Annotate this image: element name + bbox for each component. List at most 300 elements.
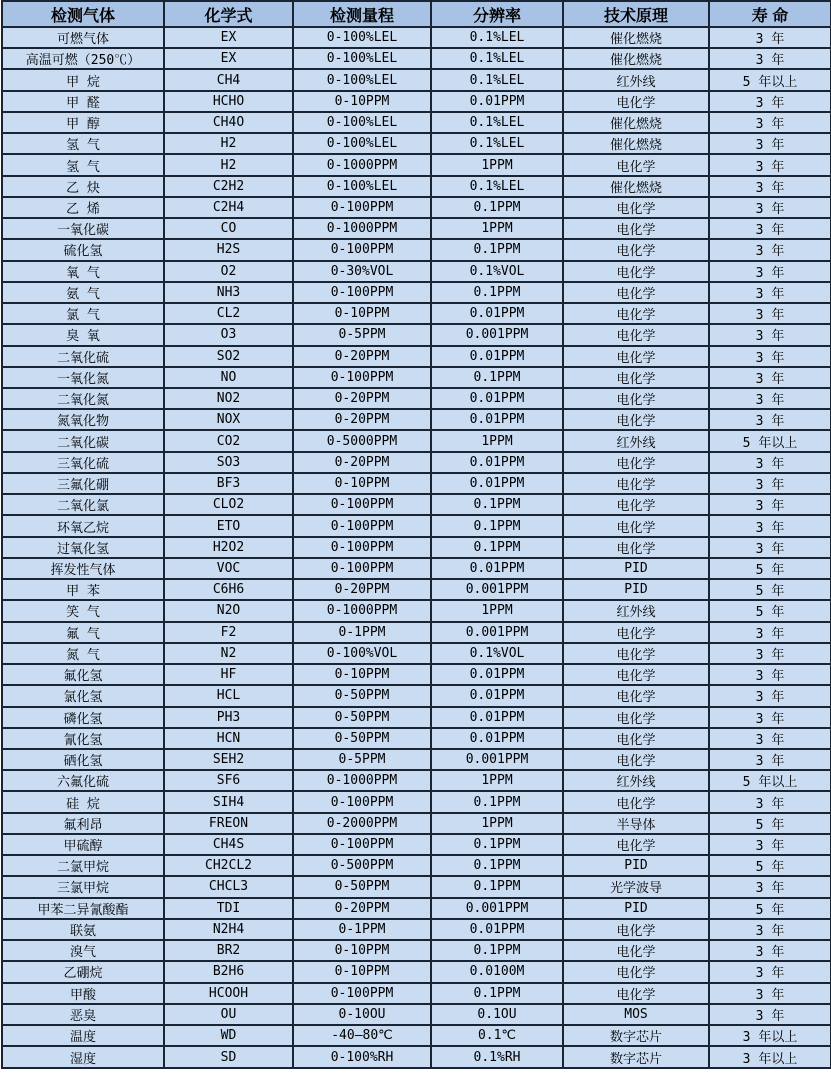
- table-row: [2, 770, 831, 791]
- table-cell: 1PPM: [431, 600, 563, 621]
- table-cell: 0-1000PPM: [293, 154, 431, 175]
- table-cell: 0.1PPM: [431, 834, 563, 855]
- table-cell: 0.001PPM: [431, 898, 563, 919]
- table-cell: 二氧化氮: [2, 388, 164, 409]
- table-cell: 0-1000PPM: [293, 770, 431, 791]
- table-cell: N2: [164, 643, 293, 664]
- table-row: [2, 1046, 831, 1068]
- table-cell: 0-50PPM: [293, 876, 431, 897]
- table-row: [2, 728, 831, 749]
- table-cell: 0-100PPM: [293, 282, 431, 303]
- table-cell: 3 年: [709, 515, 831, 536]
- table-cell: ETO: [164, 515, 293, 536]
- table-cell: 甲 苯: [2, 579, 164, 600]
- table-cell: 0.1PPM: [431, 855, 563, 876]
- table-cell: 0.1%LEL: [431, 27, 563, 48]
- table-row: [2, 48, 831, 69]
- table-cell: 5 年: [709, 579, 831, 600]
- table-cell: 3 年以上: [709, 1025, 831, 1046]
- table-cell: 电化学: [563, 940, 709, 961]
- table-row: [2, 579, 831, 600]
- table-row: [2, 961, 831, 982]
- table-cell: 联氨: [2, 919, 164, 940]
- table-cell: H2: [164, 154, 293, 175]
- table-cell: 催化燃烧: [563, 176, 709, 197]
- table-cell: 电化学: [563, 197, 709, 218]
- table-cell: 恶臭: [2, 1004, 164, 1025]
- table-row: [2, 91, 831, 112]
- table-cell: 0.001PPM: [431, 324, 563, 345]
- table-cell: 光学波导: [563, 876, 709, 897]
- table-cell: 高温可燃（250℃）: [2, 48, 164, 69]
- table-cell: CO2: [164, 430, 293, 451]
- table-cell: 0.01PPM: [431, 707, 563, 728]
- table-cell: 3 年: [709, 324, 831, 345]
- table-cell: NH3: [164, 282, 293, 303]
- table-cell: 六氟化硫: [2, 770, 164, 791]
- table-cell: PID: [563, 579, 709, 600]
- table-cell: 0.1℃: [431, 1025, 563, 1046]
- table-cell: 0.1PPM: [431, 940, 563, 961]
- table-row: [2, 622, 831, 643]
- table-cell: 0-30%VOL: [293, 261, 431, 282]
- table-cell: 0.1PPM: [431, 515, 563, 536]
- table-cell: 0-20PPM: [293, 409, 431, 430]
- table-row: [2, 388, 831, 409]
- table-row: [2, 707, 831, 728]
- table-cell: 5 年以上: [709, 430, 831, 451]
- table-cell: 3 年: [709, 919, 831, 940]
- column-header: 检测量程: [293, 1, 431, 27]
- table-cell: 3 年: [709, 664, 831, 685]
- table-cell: 0-100%LEL: [293, 27, 431, 48]
- table-cell: N2O: [164, 600, 293, 621]
- table-cell: 3 年: [709, 133, 831, 154]
- table-cell: CH2CL2: [164, 855, 293, 876]
- table-cell: PID: [563, 855, 709, 876]
- table-cell: 三氯甲烷: [2, 876, 164, 897]
- table-cell: 3 年: [709, 643, 831, 664]
- table-cell: PID: [563, 558, 709, 579]
- table-cell: SF6: [164, 770, 293, 791]
- table-cell: 3 年: [709, 876, 831, 897]
- table-cell: 温度: [2, 1025, 164, 1046]
- table-row: [2, 133, 831, 154]
- table-cell: C6H6: [164, 579, 293, 600]
- table-cell: 甲硫醇: [2, 834, 164, 855]
- table-cell: CH4S: [164, 834, 293, 855]
- table-cell: HCOOH: [164, 983, 293, 1004]
- table-cell: CL2: [164, 303, 293, 324]
- table-cell: 5 年: [709, 600, 831, 621]
- table-row: [2, 898, 831, 919]
- table-cell: SO2: [164, 346, 293, 367]
- table-cell: 0-20PPM: [293, 452, 431, 473]
- table-cell: 0.01PPM: [431, 303, 563, 324]
- table-cell: 0-100PPM: [293, 239, 431, 260]
- table-cell: 电化学: [563, 961, 709, 982]
- table-cell: 0-1000PPM: [293, 218, 431, 239]
- table-cell: 溴气: [2, 940, 164, 961]
- table-cell: 0.001PPM: [431, 579, 563, 600]
- table-cell: 0.1PPM: [431, 367, 563, 388]
- table-cell: 0-50PPM: [293, 707, 431, 728]
- table-cell: 0.1PPM: [431, 494, 563, 515]
- table-cell: 氟 气: [2, 622, 164, 643]
- table-row: [2, 239, 831, 260]
- table-cell: 0-10PPM: [293, 664, 431, 685]
- table-cell: 3 年: [709, 791, 831, 812]
- table-cell: 红外线: [563, 69, 709, 90]
- table-cell: 0-50PPM: [293, 685, 431, 706]
- table-cell: 0-500PPM: [293, 855, 431, 876]
- table-row: [2, 813, 831, 834]
- table-cell: 3 年: [709, 983, 831, 1004]
- table-cell: 0.1%RH: [431, 1046, 563, 1068]
- table-cell: 0-100%LEL: [293, 176, 431, 197]
- table-cell: 电化学: [563, 91, 709, 112]
- table-row: [2, 176, 831, 197]
- table-cell: 3 年: [709, 452, 831, 473]
- table-cell: 三氧化硫: [2, 452, 164, 473]
- table-cell: HCL: [164, 685, 293, 706]
- table-cell: 电化学: [563, 346, 709, 367]
- table-cell: 甲酸: [2, 983, 164, 1004]
- table-row: [2, 430, 831, 451]
- table-cell: 乙硼烷: [2, 961, 164, 982]
- table-cell: 3 年: [709, 494, 831, 515]
- table-row: [2, 303, 831, 324]
- table-cell: 0.1PPM: [431, 239, 563, 260]
- table-cell: VOC: [164, 558, 293, 579]
- table-row: [2, 685, 831, 706]
- table-cell: 0.01PPM: [431, 409, 563, 430]
- table-cell: NOX: [164, 409, 293, 430]
- column-header: 化学式: [164, 1, 293, 27]
- table-cell: 氧 气: [2, 261, 164, 282]
- table-cell: SD: [164, 1046, 293, 1068]
- table-cell: 0.1PPM: [431, 983, 563, 1004]
- table-cell: 臭 氧: [2, 324, 164, 345]
- table-cell: OU: [164, 1004, 293, 1025]
- table-cell: SO3: [164, 452, 293, 473]
- table-cell: HF: [164, 664, 293, 685]
- table-cell: 0.01PPM: [431, 91, 563, 112]
- table-row: [2, 218, 831, 239]
- table-cell: 电化学: [563, 919, 709, 940]
- table-cell: 3 年: [709, 685, 831, 706]
- table-cell: 3 年: [709, 473, 831, 494]
- table-cell: 电化学: [563, 707, 709, 728]
- table-cell: BR2: [164, 940, 293, 961]
- table-cell: 3 年: [709, 1004, 831, 1025]
- table-cell: 电化学: [563, 473, 709, 494]
- table-cell: 甲 醛: [2, 91, 164, 112]
- table-cell: 0-20PPM: [293, 346, 431, 367]
- table-cell: 红外线: [563, 430, 709, 451]
- table-cell: 5 年: [709, 898, 831, 919]
- table-row: [2, 855, 831, 876]
- table-cell: 电化学: [563, 409, 709, 430]
- table-cell: NO: [164, 367, 293, 388]
- table-cell: 0.001PPM: [431, 749, 563, 770]
- table-cell: 0.1PPM: [431, 876, 563, 897]
- table-cell: 0.01PPM: [431, 685, 563, 706]
- table-cell: 氮 气: [2, 643, 164, 664]
- table-cell: 0-20PPM: [293, 898, 431, 919]
- table-cell: 乙 烯: [2, 197, 164, 218]
- table-cell: 0-100PPM: [293, 791, 431, 812]
- table-cell: 电化学: [563, 983, 709, 1004]
- table-cell: 甲苯二异氰酸酯: [2, 898, 164, 919]
- table-cell: 氯 气: [2, 303, 164, 324]
- table-row: [2, 367, 831, 388]
- table-cell: 0-2000PPM: [293, 813, 431, 834]
- table-cell: 二氧化氯: [2, 494, 164, 515]
- table-cell: C2H4: [164, 197, 293, 218]
- table-cell: H2O2: [164, 537, 293, 558]
- table-cell: 0.1PPM: [431, 282, 563, 303]
- table-cell: 1PPM: [431, 218, 563, 239]
- table-cell: 一氧化氮: [2, 367, 164, 388]
- table-cell: 催化燃烧: [563, 112, 709, 133]
- table-row: [2, 983, 831, 1004]
- table-cell: 电化学: [563, 749, 709, 770]
- table-cell: 1PPM: [431, 813, 563, 834]
- table-row: [2, 346, 831, 367]
- table-cell: 0-10PPM: [293, 91, 431, 112]
- table-cell: 0-100%VOL: [293, 643, 431, 664]
- column-header: 分辨率: [431, 1, 563, 27]
- table-row: [2, 1004, 831, 1025]
- table-row: [2, 261, 831, 282]
- table-cell: 一氧化碳: [2, 218, 164, 239]
- table-cell: 0.1PPM: [431, 197, 563, 218]
- header-row: [2, 1, 831, 27]
- table-cell: 3 年: [709, 282, 831, 303]
- table-cell: WD: [164, 1025, 293, 1046]
- table-cell: 半导体: [563, 813, 709, 834]
- table-cell: 0.01PPM: [431, 346, 563, 367]
- table-cell: 电化学: [563, 303, 709, 324]
- table-cell: 0.01PPM: [431, 388, 563, 409]
- table-cell: 催化燃烧: [563, 48, 709, 69]
- table-cell: 电化学: [563, 154, 709, 175]
- table-cell: 电化学: [563, 494, 709, 515]
- table-row: [2, 27, 831, 48]
- table-cell: 3 年: [709, 537, 831, 558]
- table-cell: F2: [164, 622, 293, 643]
- table-cell: CH4: [164, 69, 293, 90]
- table-cell: 3 年: [709, 154, 831, 175]
- table-cell: HCHO: [164, 91, 293, 112]
- table-cell: 电化学: [563, 452, 709, 473]
- table-cell: 0-100%RH: [293, 1046, 431, 1068]
- table-cell: 0-20PPM: [293, 388, 431, 409]
- table-cell: EX: [164, 48, 293, 69]
- table-cell: 3 年: [709, 388, 831, 409]
- table-row: [2, 197, 831, 218]
- table-cell: 0.1PPM: [431, 537, 563, 558]
- table-row: [2, 282, 831, 303]
- table-cell: 0.0100M: [431, 961, 563, 982]
- table-cell: 催化燃烧: [563, 27, 709, 48]
- table-cell: 0-100%LEL: [293, 133, 431, 154]
- table-cell: 电化学: [563, 791, 709, 812]
- table-cell: SEH2: [164, 749, 293, 770]
- table-cell: 笑 气: [2, 600, 164, 621]
- table-cell: 0-10PPM: [293, 940, 431, 961]
- table-cell: N2H4: [164, 919, 293, 940]
- table-row: [2, 537, 831, 558]
- table-cell: 0.001PPM: [431, 622, 563, 643]
- table-cell: 电化学: [563, 282, 709, 303]
- table-cell: 0.1OU: [431, 1004, 563, 1025]
- table-cell: 湿度: [2, 1046, 164, 1068]
- table-cell: 0.01PPM: [431, 919, 563, 940]
- table-cell: 0.1%LEL: [431, 48, 563, 69]
- table-cell: 0-50PPM: [293, 728, 431, 749]
- table-row: [2, 494, 831, 515]
- table-cell: 3 年: [709, 239, 831, 260]
- table-cell: H2S: [164, 239, 293, 260]
- table-row: [2, 600, 831, 621]
- table-cell: 1PPM: [431, 770, 563, 791]
- table-cell: 0-100PPM: [293, 494, 431, 515]
- table-cell: 3 年: [709, 834, 831, 855]
- table-cell: 电化学: [563, 239, 709, 260]
- table-cell: 电化学: [563, 834, 709, 855]
- table-cell: 0.1%VOL: [431, 643, 563, 664]
- table-cell: 二氧化碳: [2, 430, 164, 451]
- table-cell: 0.1%LEL: [431, 176, 563, 197]
- table-cell: 氟利昂: [2, 813, 164, 834]
- column-header: 寿 命: [709, 1, 831, 27]
- table-cell: 0.01PPM: [431, 728, 563, 749]
- table-row: [2, 791, 831, 812]
- table-row: [2, 919, 831, 940]
- table-cell: C2H2: [164, 176, 293, 197]
- table-cell: 0-100PPM: [293, 834, 431, 855]
- table-row: [2, 558, 831, 579]
- table-cell: 0-100%LEL: [293, 69, 431, 90]
- table-cell: 0.1%VOL: [431, 261, 563, 282]
- table-cell: 3 年: [709, 303, 831, 324]
- table-cell: CO: [164, 218, 293, 239]
- table-cell: 硅 烷: [2, 791, 164, 812]
- table-cell: 0-100PPM: [293, 537, 431, 558]
- table-cell: 数字芯片: [563, 1046, 709, 1068]
- table-row: [2, 876, 831, 897]
- table-cell: 3 年: [709, 961, 831, 982]
- table-row: [2, 324, 831, 345]
- table-cell: O2: [164, 261, 293, 282]
- table-body: [2, 27, 831, 1068]
- table-cell: 磷化氢: [2, 707, 164, 728]
- table-cell: 0-5PPM: [293, 324, 431, 345]
- table-cell: 3 年: [709, 48, 831, 69]
- table-cell: 3 年: [709, 112, 831, 133]
- table-cell: 3 年: [709, 940, 831, 961]
- table-cell: 3 年: [709, 707, 831, 728]
- table-cell: 3 年: [709, 367, 831, 388]
- table-cell: NO2: [164, 388, 293, 409]
- table-cell: 3 年以上: [709, 1046, 831, 1068]
- table-row: [2, 473, 831, 494]
- table-cell: 0-5PPM: [293, 749, 431, 770]
- table-cell: 氯化氢: [2, 685, 164, 706]
- table-cell: CH4O: [164, 112, 293, 133]
- table-cell: 3 年: [709, 218, 831, 239]
- table-cell: 3 年: [709, 409, 831, 430]
- table-cell: 0-1PPM: [293, 919, 431, 940]
- table-cell: 电化学: [563, 388, 709, 409]
- table-cell: 5 年: [709, 855, 831, 876]
- table-cell: -40—80℃: [293, 1025, 431, 1046]
- table-cell: 5 年以上: [709, 69, 831, 90]
- table-cell: 0-1PPM: [293, 622, 431, 643]
- table-cell: 1PPM: [431, 154, 563, 175]
- table-cell: 0-5000PPM: [293, 430, 431, 451]
- table-cell: 3 年: [709, 346, 831, 367]
- table-cell: 3 年: [709, 261, 831, 282]
- table-cell: 3 年: [709, 749, 831, 770]
- table-cell: 0-100PPM: [293, 558, 431, 579]
- table-row: [2, 1025, 831, 1046]
- table-cell: 3 年: [709, 728, 831, 749]
- table-cell: PH3: [164, 707, 293, 728]
- table-cell: 硒化氢: [2, 749, 164, 770]
- table-cell: 甲 醇: [2, 112, 164, 133]
- table-cell: 氰化氢: [2, 728, 164, 749]
- table-cell: 5 年: [709, 813, 831, 834]
- table-cell: 二氧化硫: [2, 346, 164, 367]
- table-cell: HCN: [164, 728, 293, 749]
- table-cell: 0.01PPM: [431, 473, 563, 494]
- table-cell: 红外线: [563, 600, 709, 621]
- table-cell: 电化学: [563, 643, 709, 664]
- table-row: [2, 154, 831, 175]
- table-cell: 氢 气: [2, 133, 164, 154]
- table-cell: 5 年以上: [709, 770, 831, 791]
- table-row: [2, 452, 831, 473]
- table-cell: 氮氧化物: [2, 409, 164, 430]
- table-cell: 0.1%LEL: [431, 69, 563, 90]
- table-row: [2, 643, 831, 664]
- table-row: [2, 834, 831, 855]
- table-cell: 电化学: [563, 261, 709, 282]
- table-cell: TDI: [164, 898, 293, 919]
- table-cell: H2: [164, 133, 293, 154]
- table-cell: 0.01PPM: [431, 664, 563, 685]
- table-cell: 二氯甲烷: [2, 855, 164, 876]
- table-cell: 乙 炔: [2, 176, 164, 197]
- table-cell: 甲 烷: [2, 69, 164, 90]
- table-cell: 3 年: [709, 91, 831, 112]
- table-cell: SIH4: [164, 791, 293, 812]
- table-cell: 电化学: [563, 537, 709, 558]
- table-cell: 0-100PPM: [293, 197, 431, 218]
- table-cell: 3 年: [709, 197, 831, 218]
- table-cell: 0-20PPM: [293, 579, 431, 600]
- table-cell: 电化学: [563, 515, 709, 536]
- table-cell: 挥发性气体: [2, 558, 164, 579]
- column-header: 技术原理: [563, 1, 709, 27]
- table-cell: 硫化氢: [2, 239, 164, 260]
- table-cell: 0-10PPM: [293, 473, 431, 494]
- table-row: [2, 749, 831, 770]
- table-cell: O3: [164, 324, 293, 345]
